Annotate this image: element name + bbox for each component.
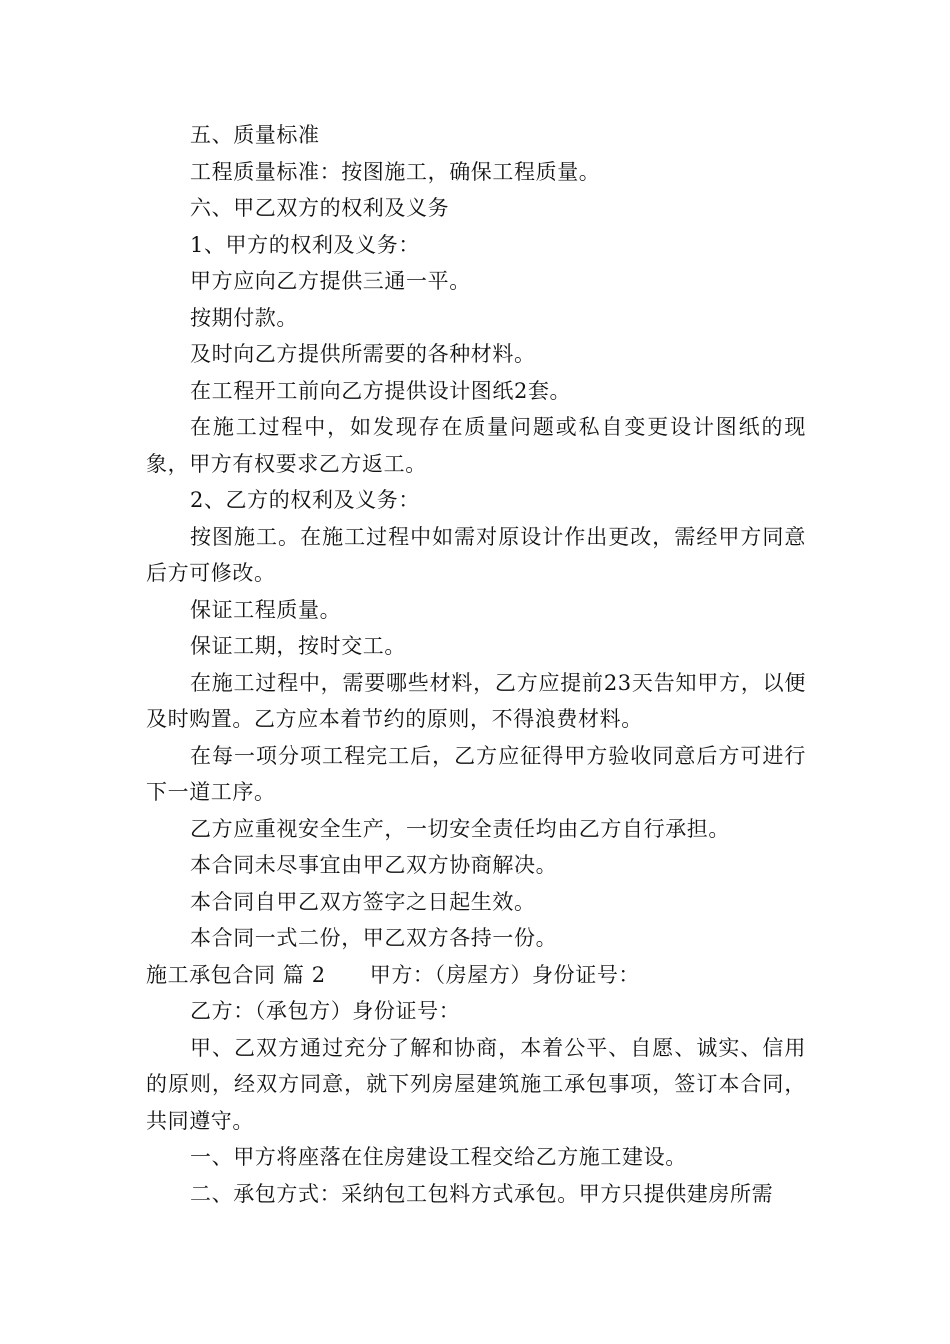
paragraph: 一、甲方将座落在住房建设工程交给乙方施工建设。 xyxy=(190,1145,687,1169)
paragraph: 保证工程质量。 xyxy=(190,597,342,622)
section-heading: 六、甲乙双方的权利及义务 xyxy=(190,196,450,220)
paragraph: 保证工期，按时交工。 xyxy=(190,634,406,658)
paragraph: 工程质量标准：按图施工，确保工程质量。 xyxy=(190,159,601,184)
paragraph: 在施工过程中，如发现存在质量问题或私自变更设计图纸的现象，甲方有权要求乙方返工。 xyxy=(146,415,806,476)
paragraph: 在工程开工前向乙方提供设计图纸2套。 xyxy=(190,378,572,403)
paragraph: 甲、乙双方通过充分了解和协商，本着公平、自愿、诚实、信用的原则，经双方同意，就下列房屋建筑施工承包事项，签订本合同，共同遵守。 xyxy=(146,1035,806,1133)
paragraph: 本合同自甲乙双方签字之日起生效。 xyxy=(190,889,536,914)
section-heading: 五、质量标准 xyxy=(190,123,320,147)
paragraph: 按图施工。在施工过程中如需对原设计作出更改，需经甲方同意后方可修改。 xyxy=(146,524,806,585)
paragraph: 甲方应向乙方提供三通一平。 xyxy=(190,269,471,293)
document-body xyxy=(146,117,806,1212)
paragraph: 二、承包方式：采纳包工包料方式承包。甲方只提供建房所需 xyxy=(190,1181,774,1206)
paragraph: 本合同一式二份，甲乙双方各持一份。 xyxy=(190,926,558,950)
contract-title-line xyxy=(146,957,806,994)
contract-title: 施工承包合同 篇 2 xyxy=(146,962,326,987)
paragraph: 本合同未尽事宜由甲乙双方协商解决。 xyxy=(190,853,558,877)
paragraph: 按期付款。 xyxy=(190,305,298,330)
subsection-heading: 2、乙方的权利及义务： xyxy=(190,488,420,512)
party-a-line: 甲方：（房屋方）身份证号： xyxy=(369,962,641,987)
paragraph: 在每一项分项工程完工后，乙方应征得甲方验收同意后方可进行下一道工序。 xyxy=(146,743,806,804)
party-b-line: 乙方：（承包方）身份证号： xyxy=(190,999,461,1023)
subsection-heading: 1、甲方的权利及义务： xyxy=(190,232,420,257)
paragraph: 乙方应重视安全生产，一切安全责任均由乙方自行承担。 xyxy=(190,816,730,841)
paragraph: 在施工过程中，需要哪些材料，乙方应提前23天告知甲方，以便及时购置。乙方应本着节约的原则，不得浪费材料。 xyxy=(146,670,806,731)
paragraph: 及时向乙方提供所需要的各种材料。 xyxy=(190,342,536,366)
